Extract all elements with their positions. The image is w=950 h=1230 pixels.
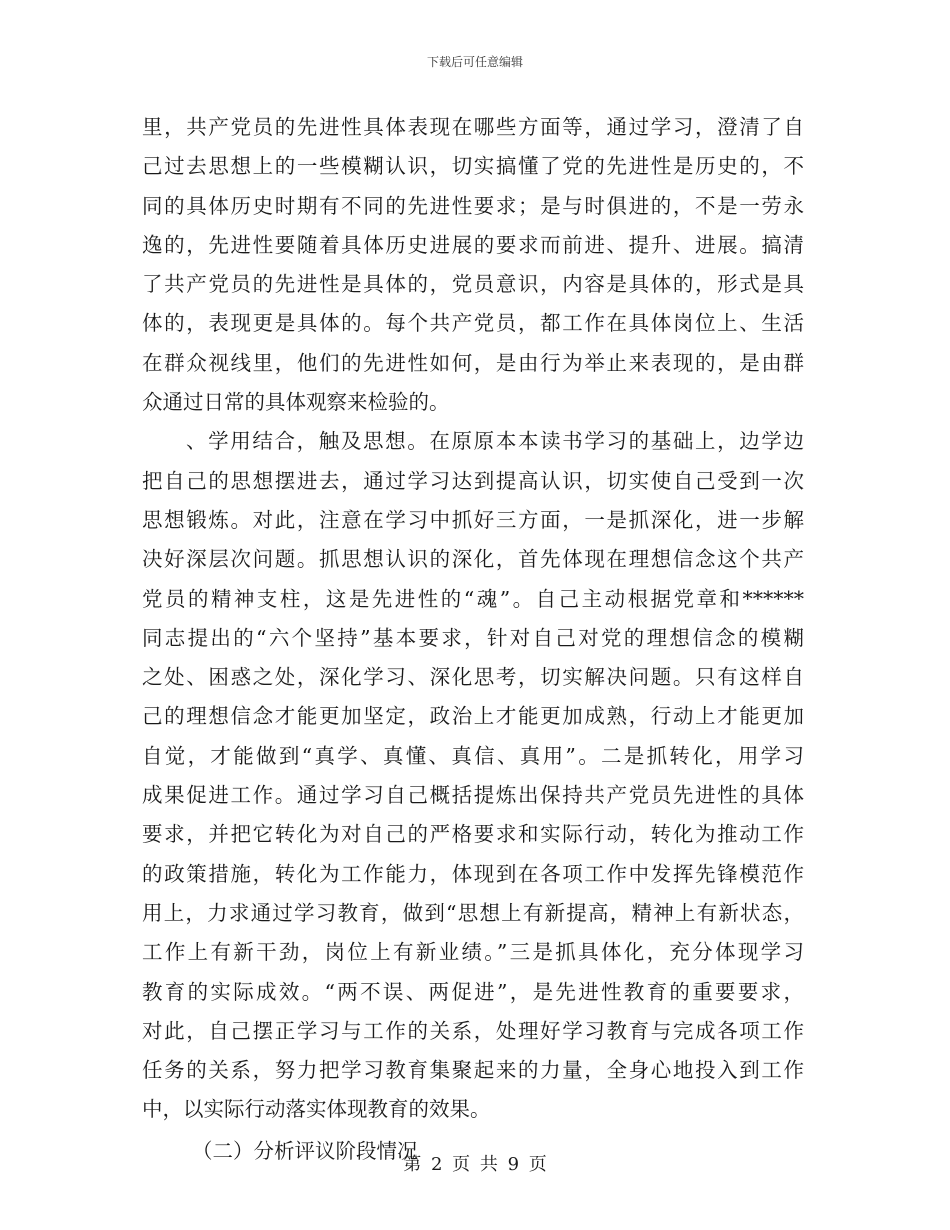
body-line: 了共产党员的先进性是具体的，党员意识，内容是具体的，形式是具 bbox=[142, 272, 804, 297]
page-number-footer: 第 2 页 共 9 页 bbox=[403, 1154, 547, 1175]
body-line: 教育的实际成效。“两不误、两促进”，是先进性教育的重要要求， bbox=[142, 979, 804, 1004]
body-line: 己的理想信念才能更加坚定，政治上才能更加成熟，行动上才能更加 bbox=[142, 704, 804, 729]
body-line: 在群众视线里，他们的先进性如何，是由行为举止来表现的，是由群 bbox=[142, 350, 804, 375]
body-line: 同的具体历史时期有不同的先进性要求；是与时俱进的，不是一劳永 bbox=[142, 193, 804, 218]
document-body bbox=[142, 108, 804, 1171]
body-line: 对此，自己摆正学习与工作的关系，处理好学习教育与完成各项工作 bbox=[142, 1018, 804, 1043]
body-line: 己过去思想上的一些模糊认识，切实搞懂了党的先进性是历史的，不 bbox=[142, 154, 804, 179]
section-heading: （二）分析评议阶段情况 bbox=[192, 1138, 418, 1163]
body-line: 之处、困惑之处，深化学习、深化思考，切实解决问题。只有这样自 bbox=[142, 665, 804, 690]
body-line: 思想锻炼。对此，注意在学习中抓好三方面，一是抓深化，进一步解 bbox=[142, 507, 804, 532]
body-line: 众通过日常的具体观察来检验的。 bbox=[142, 390, 450, 415]
body-line: 自觉，才能做到“真学、真懂、真信、真用”。二是抓转化，用学习 bbox=[142, 743, 804, 768]
body-line: 要求，并把它转化为对自己的严格要求和实际行动，转化为推动工作 bbox=[142, 822, 804, 847]
body-line: 里，共产党员的先进性具体表现在哪些方面等，通过学习，澄清了自 bbox=[142, 115, 804, 139]
body-line: 工作上有新干劲，岗位上有新业绩。”三是抓具体化，充分体现学习 bbox=[142, 940, 804, 965]
body-line: 的政策措施，转化为工作能力，体现到在各项工作中发挥先锋模范作 bbox=[142, 861, 804, 886]
body-line: 逸的，先进性要随着具体历史进展的要求而前进、提升、进展。搞清 bbox=[142, 232, 804, 257]
page-header: 下载后可任意编辑 bbox=[426, 55, 523, 69]
body-line: 用上，力求通过学习教育，做到“思想上有新提高，精神上有新状态， bbox=[142, 900, 804, 925]
body-line: 体的，表现更是具体的。每个共产党员，都工作在具体岗位上、生活 bbox=[142, 311, 804, 336]
body-line: 成果促进工作。通过学习自己概括提炼出保持共产党员先进性的具体 bbox=[142, 783, 804, 808]
body-line: 中，以实际行动落实体现教育的效果。 bbox=[142, 1097, 491, 1122]
paragraph-start-line: 、学用结合，触及思想。在原原本本读书学习的基础上，边学边 bbox=[186, 429, 804, 454]
body-line: 把自己的思想摆进去，通过学习达到提高认识，切实使自己受到一次 bbox=[142, 468, 804, 493]
body-line: 同志提出的“六个坚持”基本要求，针对自己对党的理想信念的模糊 bbox=[142, 625, 804, 650]
body-line: 任务的关系，努力把学习教育集聚起来的力量，全身心地投入到工作 bbox=[142, 1058, 804, 1083]
body-line: 党员的精神支柱，这是先进性的“魂”。自己主动根据党章和****** bbox=[142, 586, 804, 611]
body-line: 决好深层次问题。抓思想认识的深化，首先体现在理想信念这个共产 bbox=[142, 547, 804, 572]
